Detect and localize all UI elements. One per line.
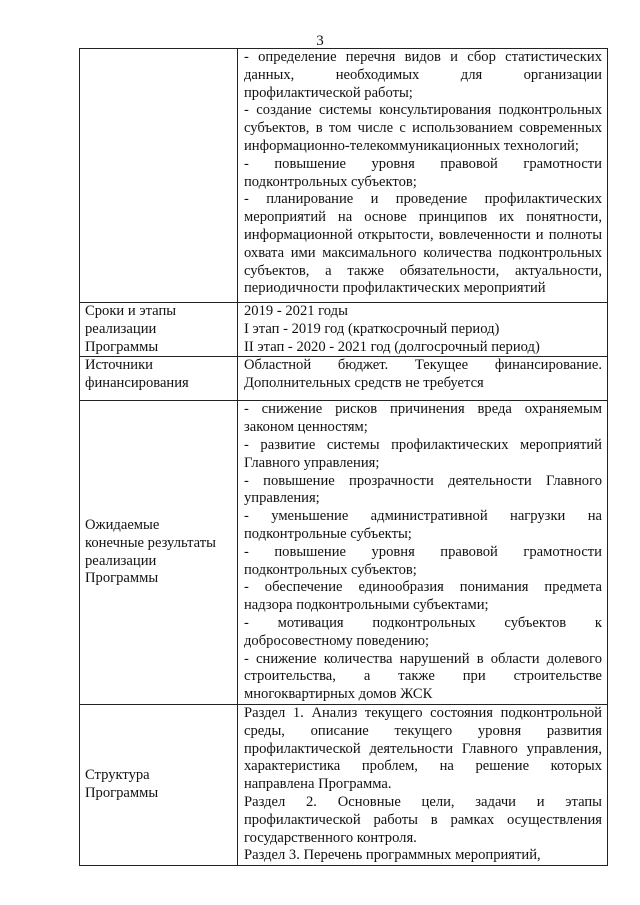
label-line: конечные результаты — [85, 534, 216, 551]
label-cell-empty — [80, 49, 238, 303]
list-item: Раздел 3. Перечень программных мероприятий, — [244, 847, 541, 864]
label-line: Программы — [85, 570, 159, 587]
list-item: 2019 - 2021 годы — [244, 303, 348, 319]
table-row — [80, 704, 608, 865]
table-row — [80, 357, 608, 401]
list-item: - мотивация подконтрольных субъектов к добросовестному поведению; — [244, 614, 602, 649]
label-line: реализации — [85, 320, 157, 337]
list-item: - создание системы консультирования подконтрольных субъектов, в том числе с использованием современных информационно-телекоммуникационных технологий; — [244, 102, 602, 154]
table-row — [80, 49, 608, 303]
list-item: - повышение прозрачности деятельности Главного управления; — [244, 472, 602, 507]
label-cell-terms — [80, 303, 238, 357]
label-line: Сроки и этапы — [85, 303, 177, 319]
label-cell-results — [80, 401, 238, 705]
list-item: - снижение количества нарушений в области долевого строительства, а также при строительстве многоквартирных домов ЖСК — [244, 650, 602, 703]
list-item: - повышение уровня правовой грамотности подконтрольных субъектов; — [244, 155, 602, 190]
content-cell-terms — [238, 303, 608, 357]
list-item: Раздел 2. Основные цели, задачи и этапы профилактической работы в рамках осуществления государственного контроля. — [244, 793, 602, 846]
list-item: Раздел 1. Анализ текущего состояния подконтрольной среды, описание текущего уровня развития профилактической деятельности Главного управления, характеристика проблем, на решение которых направлена Программа. — [244, 704, 602, 793]
list-item: - развитие системы профилактических мероприятий Главного управления; — [244, 436, 602, 471]
table-row — [80, 303, 608, 357]
list-item: - снижение рисков причинения вреда охраняемым законом ценностям; — [244, 401, 602, 436]
list-item: - уменьшение административной нагрузки на подконтрольные субъекты; — [244, 508, 602, 542]
list-item: II этап - 2020 - 2021 год (долгосрочный период) — [244, 338, 540, 355]
content-cell-funding — [238, 357, 608, 401]
table-row — [80, 401, 608, 705]
content-cell-tasks — [238, 49, 608, 303]
list-item: - планирование и проведение профилактических мероприятий на основе принципов их понятности, информационной открытости, вовлеченности и полноты охвата ими максимального количества подконтрольных субъектов, а также обязательности, актуальности, периодичности профилактических мероприятий — [244, 191, 602, 297]
label-line: Структура — [85, 767, 150, 784]
list-item: Областной бюджет. Текущее финансирование. Дополнительных средств не требуется — [244, 357, 602, 392]
label-line: Программы — [85, 338, 159, 355]
label-cell-funding — [80, 357, 238, 401]
content-cell-structure — [238, 704, 608, 865]
label-line: Программы — [85, 785, 159, 802]
label-line: Ожидаемые — [85, 517, 160, 534]
passport-table — [79, 48, 608, 866]
label-line: Источники — [85, 357, 153, 374]
label-line: реализации — [85, 552, 157, 569]
list-item: - определение перечня видов и сбор статистических данных, необходимых для организации профилактической работы; — [244, 49, 602, 101]
list-item: - повышение уровня правовой грамотности подконтрольных субъектов; — [244, 543, 602, 578]
content-cell-results — [238, 401, 608, 705]
page-number: 3 — [316, 33, 324, 49]
label-cell-structure — [80, 704, 238, 865]
list-item: - обеспечение единообразия понимания предмета надзора подконтрольными субъектами; — [244, 579, 602, 614]
label-line: финансирования — [85, 375, 189, 392]
list-item: I этап - 2019 год (краткосрочный период) — [244, 320, 500, 337]
